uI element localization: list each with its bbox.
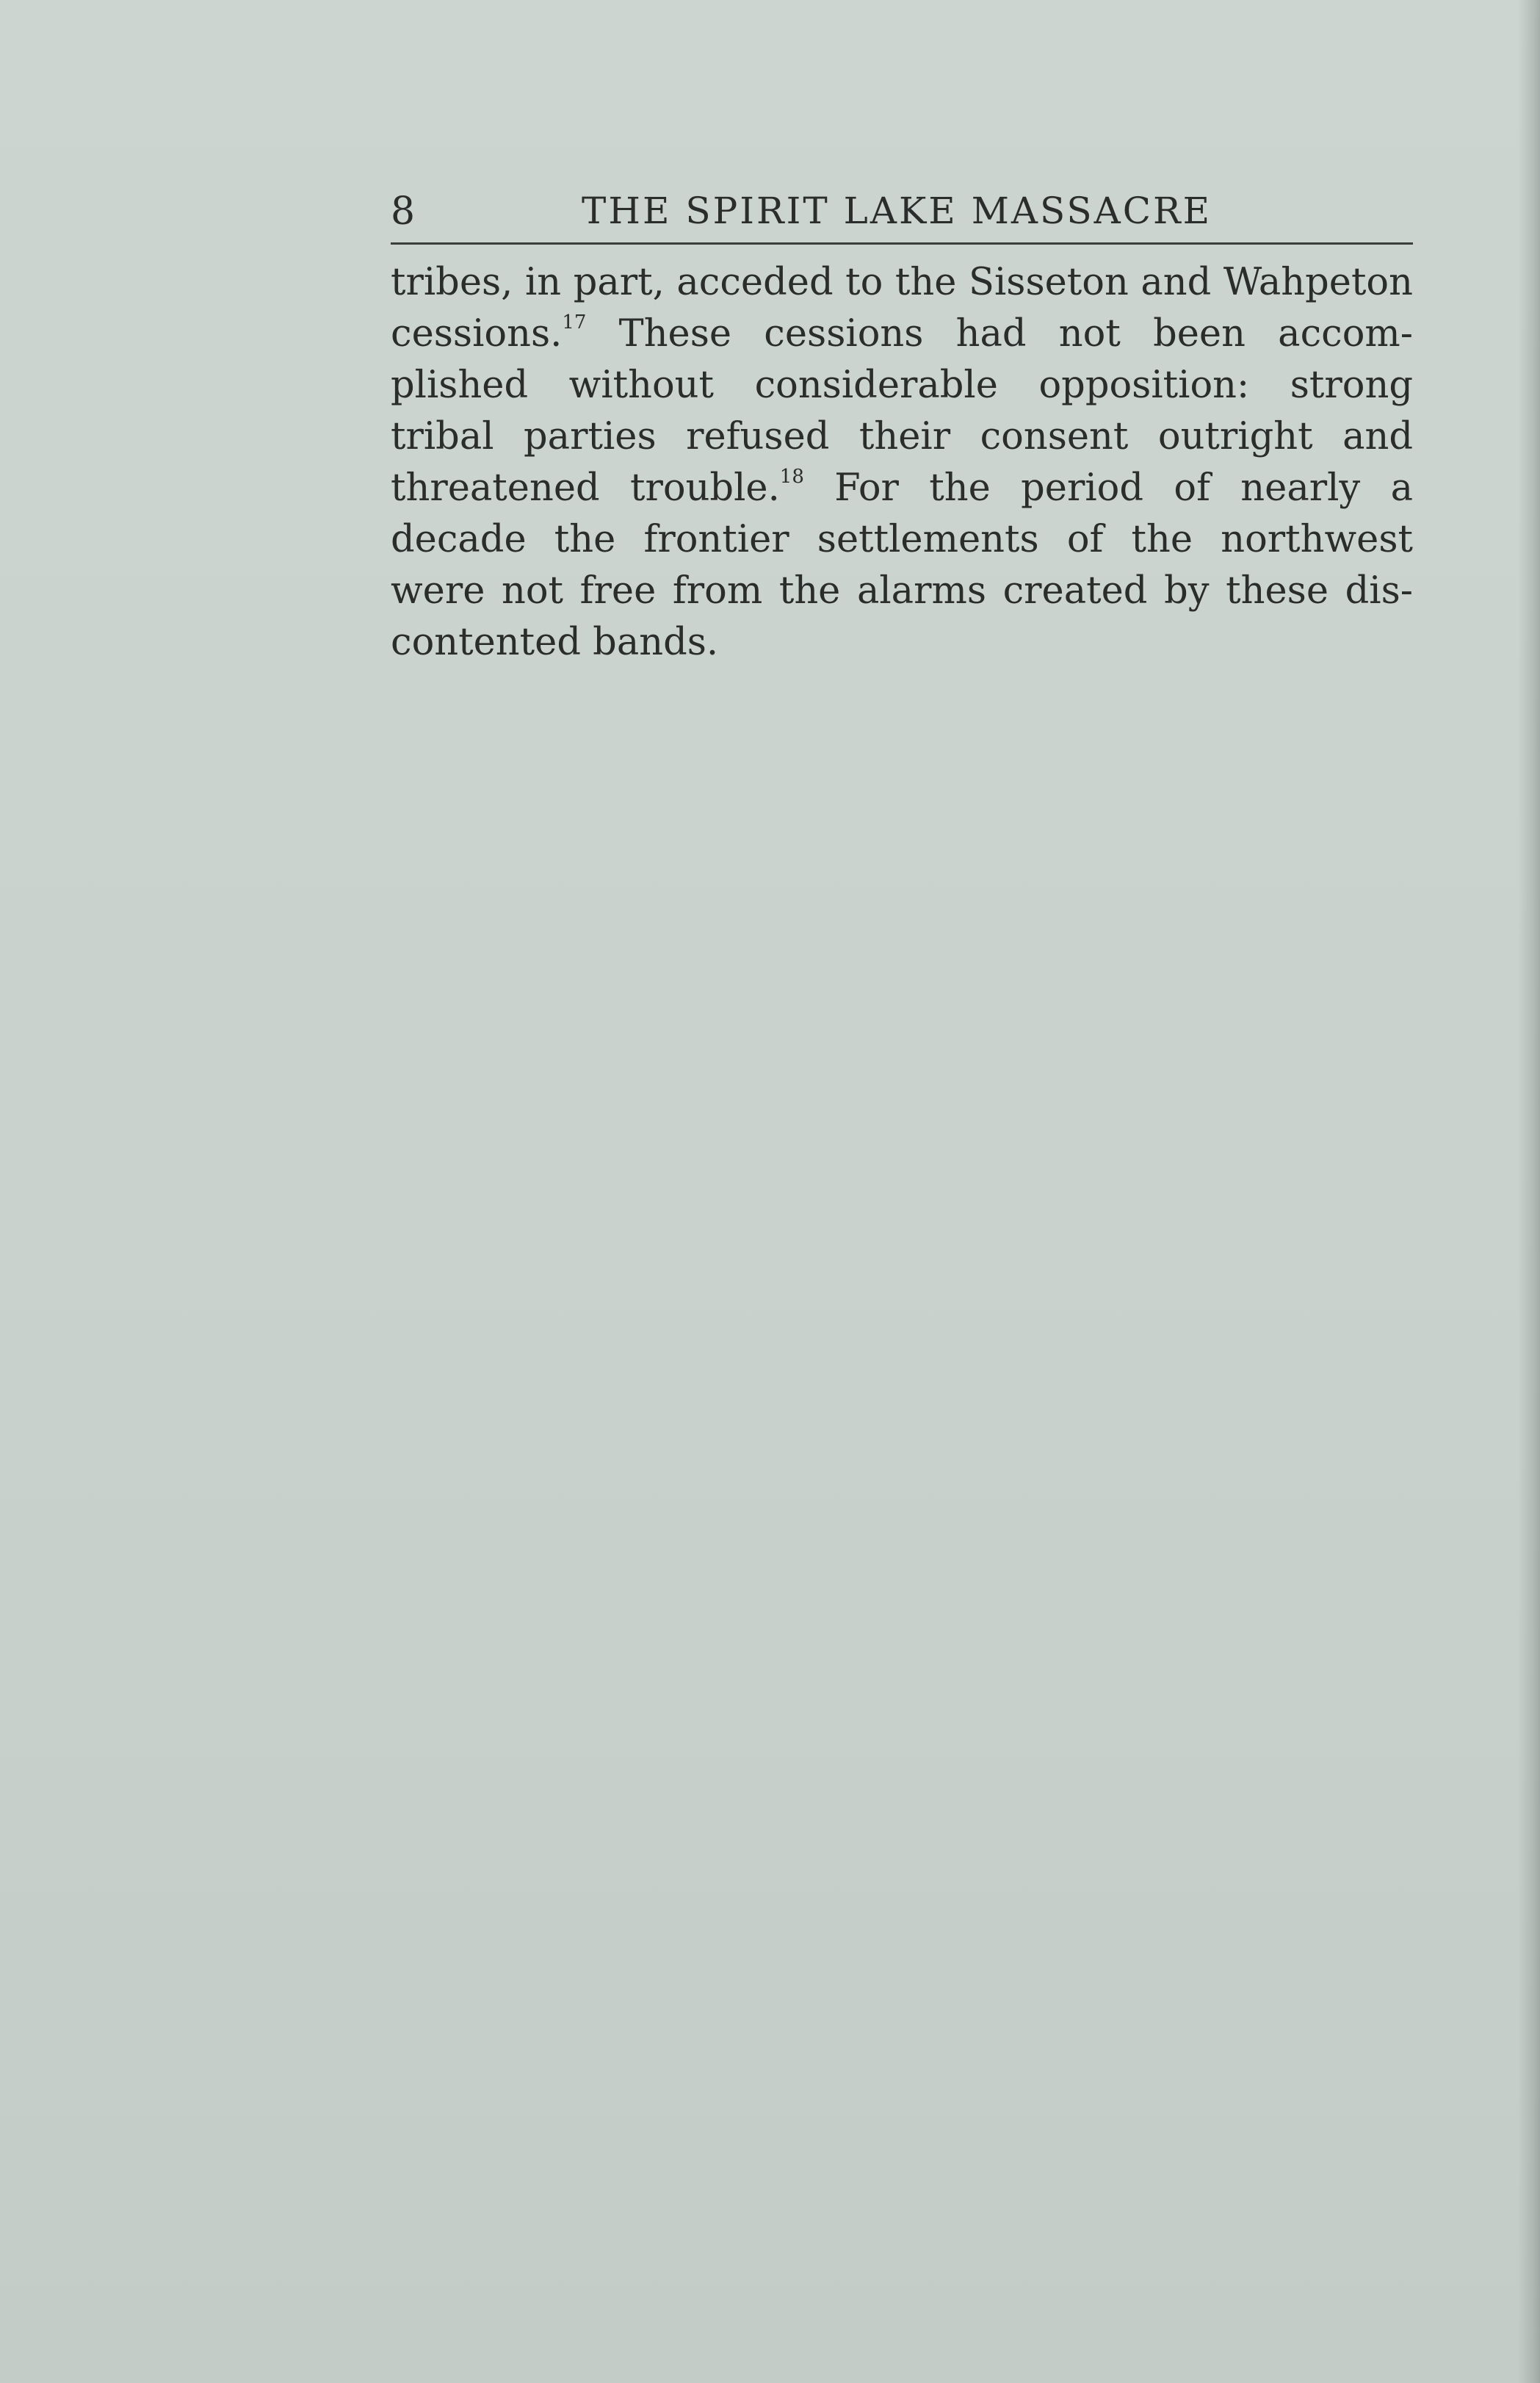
text-line: contented bands. — [391, 621, 719, 664]
text-line: tribes, in part, acceded to the Sisseton and Wahpeton — [391, 261, 1413, 304]
page-edge-shadow — [1518, 0, 1540, 2383]
text-line: decade the frontier settlements of the northwest — [391, 518, 1413, 561]
text-line: plished without considerable opposition: strong — [391, 364, 1413, 407]
footnote-ref-18: 18 — [779, 466, 804, 488]
text-line: tribal parties refused their consent outright and — [391, 415, 1413, 458]
page-title: THE SPIRIT LAKE MASSACRE — [582, 190, 1212, 232]
text-line: were not free from the alarms created by these dis- — [391, 569, 1413, 613]
running-head — [391, 184, 1413, 239]
page-number: 8 — [391, 190, 416, 234]
header-rule — [391, 242, 1413, 245]
body-paragraph — [391, 257, 1413, 668]
footnote-ref-17: 17 — [562, 311, 587, 334]
text-line: cessions.$^{17}$ These cessions had not been accom- — [391, 311, 1413, 356]
text-line: threatened trouble.$^{18}$ For the period of nearly a — [391, 466, 1413, 510]
